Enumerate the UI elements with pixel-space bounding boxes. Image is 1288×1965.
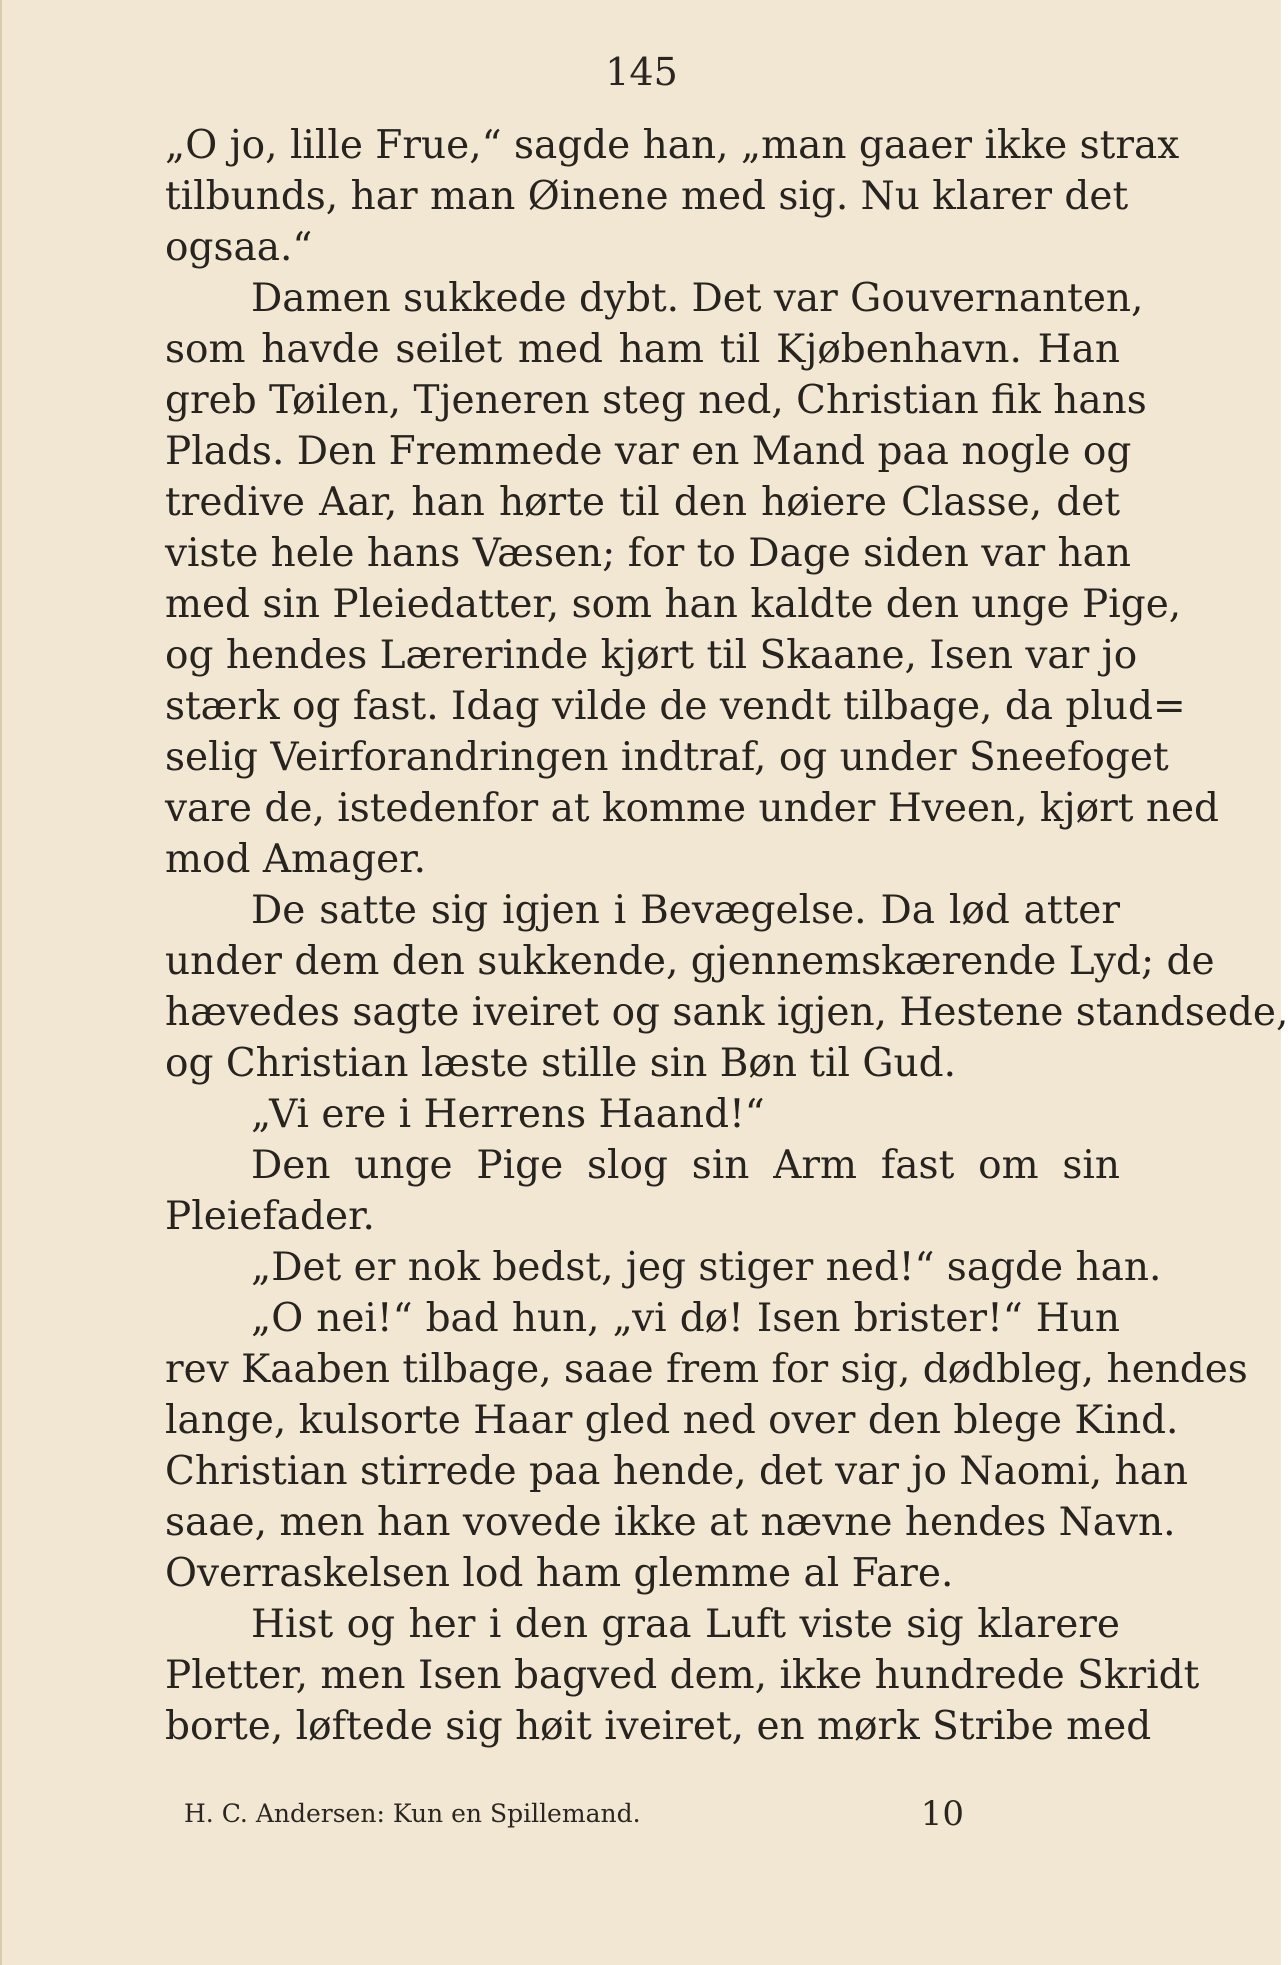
text-line: „Det er nok bedst, jeg stiger ned!“ sagde han. bbox=[251, 1245, 1162, 1290]
text-line: tredive Aar, han hørte til den høiere Classe, det bbox=[165, 480, 1120, 525]
text-line: rev Kaaben tilbage, saae frem for sig, dødbleg, hendes bbox=[165, 1347, 1248, 1392]
text-line: Christian stirrede paa hende, det var jo Naomi, han bbox=[165, 1449, 1188, 1494]
footer-sheet-number: 10 bbox=[920, 1794, 964, 1834]
text-line: borte, løftede sig høit iveiret, en mørk Stribe med bbox=[165, 1704, 1152, 1749]
text-line: som havde seilet med ham til Kjøbenhavn. Han bbox=[165, 327, 1120, 372]
text-line: og Christian læste stille sin Bøn til Gud. bbox=[165, 1041, 957, 1086]
text-line: hævedes sagte iveiret og sank igjen, Hestene standsede, bbox=[165, 990, 1288, 1035]
text-line: stærk og fast. Idag vilde de vendt tilbage, da plud= bbox=[165, 684, 1186, 729]
text-line: Pleiefader. bbox=[165, 1194, 375, 1239]
text-line: mod Amager. bbox=[165, 837, 427, 882]
body-text bbox=[165, 120, 1288, 1752]
text-line: vare de, istedenfor at komme under Hveen, kjørt ned bbox=[165, 786, 1219, 831]
text-line: „Vi ere i Herrens Haand!“ bbox=[251, 1092, 765, 1137]
text-line: selig Veirforandringen indtraf, og under Sneefoget bbox=[165, 735, 1169, 780]
text-line: under dem den sukkende, gjennemskærende Lyd; de bbox=[165, 939, 1215, 984]
page-number: 145 bbox=[605, 50, 678, 94]
text-line: Pletter, men Isen bagved dem, ikke hundrede Skridt bbox=[165, 1653, 1200, 1698]
text-line: Hist og her i den graa Luft viste sig klarere bbox=[251, 1602, 1120, 1647]
text-line: „O jo, lille Frue,“ sagde han, „man gaaer ikke strax bbox=[165, 123, 1180, 168]
text-line: saae, men han vovede ikke at nævne hendes Navn. bbox=[165, 1500, 1176, 1545]
text-line: Overraskelsen lod ham glemme al Fare. bbox=[165, 1551, 954, 1596]
page-footer bbox=[184, 1790, 964, 1838]
footer-signature: H. C. Andersen: Kun en Spillemand. bbox=[184, 1799, 641, 1828]
text-line: Den unge Pige slog sin Arm fast om sin bbox=[251, 1143, 1120, 1188]
text-line: „O nei!“ bad hun, „vi dø! Isen brister!“ Hun bbox=[251, 1296, 1120, 1341]
text-line: Damen sukkede dybt. Det var Gouvernanten, bbox=[251, 276, 1144, 321]
text-line: tilbunds, har man Øinene med sig. Nu klarer det bbox=[165, 174, 1129, 219]
text-line: med sin Pleiedatter, som han kaldte den unge Pige, bbox=[165, 582, 1182, 627]
text-line: De satte sig igjen i Bevægelse. Da lød atter bbox=[251, 888, 1120, 933]
text-line: Plads. Den Fremmede var en Mand paa nogle og bbox=[165, 429, 1132, 474]
text-line: viste hele hans Væsen; for to Dage siden var han bbox=[165, 531, 1132, 576]
text-line: lange, kulsorte Haar gled ned over den blege Kind. bbox=[165, 1398, 1179, 1443]
text-line: ogsaa.“ bbox=[165, 225, 313, 270]
text-line: greb Tøilen, Tjeneren steg ned, Christian fik hans bbox=[165, 378, 1147, 423]
text-line: og hendes Lærerinde kjørt til Skaane, Isen var jo bbox=[165, 633, 1138, 678]
